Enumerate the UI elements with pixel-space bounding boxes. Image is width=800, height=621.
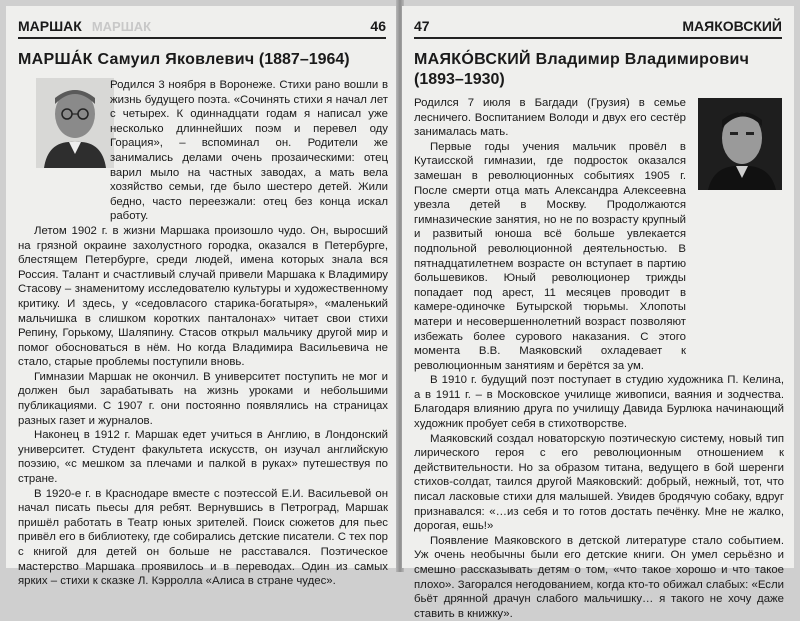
paragraph: В 1910 г. будущий поэт поступает в студию художника П. Келина, а в 1911 г. – в Московское училище живописи, ваяния и зодчества. Благодаря влиянию друга по училищу Давида Бурлюка начинающий художник пробует себя в стихотворстве. xyxy=(414,374,784,431)
paragraph: Появление Маяковского в детской литературе стало событием. Уж очень необычны были его детские книги. Он умел серьёзно и смешно рассказывать детям о том, «что такое хорошо и что такое плохо». Загорался негодованием, когда кто-то обижал слабых: «Если бьёт дрянной драчун слабого мальчишку… я такого не хочу даже ставить в книжку». xyxy=(414,534,784,620)
right-title-name: МАЯКО́ВСКИЙ Владимир Владимирович xyxy=(414,51,750,68)
left-title-years: (1887–1964) xyxy=(258,51,350,68)
left-page xyxy=(6,6,398,588)
paragraph: Летом 1902 г. в жизни Маршака произошло чудо. Он, выросший на грязной окраине захолустного городка, оказался в Петербурге, блестящем Петербурге, среди людей, имена которых знала вся Россия. Талант и счастливый случай привели Маршака к Владимиру Стасову – знаменитому исследователю культуры и художественному критику. И здесь, у «седовласого старика-богатыря», «маленький мальчишка в слишком коротких панталонах» читает свои стихи Репину, Горькому, Шаляпину. Стасов открыл мальчику другой мир и помог обосноваться в нём. Но когда Владимира Васильевича не стало, старые проблемы поступили вновь. xyxy=(18,224,388,369)
paragraph: Наконец в 1912 г. Маршак едет учиться в Англию, в Лондонский университет. Студент факультета искусств, он изучал английскую поэзию, «с мешком за плечами и палкой в руках» путешествуя по стране. xyxy=(18,429,388,486)
right-running-header xyxy=(414,16,782,36)
left-running-header xyxy=(18,16,386,36)
paragraph: Родился 7 июля в Багдади (Грузия) в семье лесничего. Воспитанием Володи и двух его сестёр занималась мать. xyxy=(414,97,686,139)
left-article-body xyxy=(18,78,388,589)
right-article-title xyxy=(414,50,782,90)
paragraph: Маяковский создал новаторскую поэтическую систему, новый тип лирического героя с его революционным отношением к действительности. Но за образом титана, ведущего в бой шеренги стихов-солдат, таился другой Маяковский: добрый, нежный, тот, что писал ласковые стихи для малышей. Увидев бродячую собаку, вдруг признавался: «…из себя и то готов достать печёнку. Мне не жалко, дорогая, ешь!» xyxy=(414,432,784,533)
left-title-name: МАРША́К Самуил Яковлевич xyxy=(18,51,255,68)
right-page xyxy=(402,6,794,620)
right-page-number: 47 xyxy=(414,18,430,34)
left-article-title xyxy=(18,50,386,70)
paragraph: В 1920-е г. в Краснодаре вместе с поэтессой Е.И. Васильевой он начал писать пьесы для ребят. Вернувшись в Петроград, Маршак пришёл работать в Театр юных зрителей. Поиск сюжетов для пьес привёл его в библиотеку, где собирались детские писатели. С тех пор с книгой для детей он больше не расставался. Поэтическое мастерство Маршака проявилось и в переводах. Один из самых ярких – стихи к сказке Л. Кэрролла «Алиса в стране чудес». xyxy=(18,487,388,588)
right-title-years: (1893–1930) xyxy=(414,71,505,88)
right-article-body xyxy=(414,96,784,621)
header-rule xyxy=(414,37,782,39)
left-page-number: 46 xyxy=(370,18,386,34)
right-running-head: МАЯКОВСКИЙ xyxy=(682,18,782,34)
header-rule xyxy=(18,37,386,39)
left-running-head-ghost: МАРШАК xyxy=(91,19,152,34)
paragraph: Родился 3 ноября в Воронеже. Стихи рано вошли в жизнь будущего поэта. «Сочинять стихи я начал лет с четырех. К одиннадцати годам я написал уже несколько длиннейших поэм и перевел оду Горация», – вспоминал он. Родители же занимались делами очень прозаическими: отец варил мыло на частных заводах, а мать вела хозяйство семьи, где было шестеро детей. Жили бедно, часто переезжали: отец без конца искал работу. xyxy=(110,79,388,223)
paragraph: Первые годы учения мальчик провёл в Кутаисской гимназии, где подросток оказался замешан в революционных событиях 1905 г. После смерти отца мать Александра Алексеевна увезла детей в Москву. Продолжаются гимназические занятия, но не по возрасту крупный и развитый юноша всё больше увлекается подпольной революционной деятельностью. В пятнадцатилетнем возрасте он вступает в партию большевиков. Юный революционер трижды попадает под арест, 11 месяцев проводит в камере-одиночке Бутырской тюрьмы. Хлопоты матери и несовершеннолетний возраст позволяют избежать более сурового наказания. С этого момента В.В. Маяковский охладевает к революционным занятиям и берётся за ум. xyxy=(414,140,686,372)
paragraph: Гимназии Маршак не окончил. В университет поступить не мог и должен был зарабатывать на жизнь уроками и небольшими публикациями. С 1907 г. они постоянно появлялись на страницах разных газет и журналов. xyxy=(18,370,388,427)
left-running-head: МАРШАК xyxy=(18,18,82,34)
